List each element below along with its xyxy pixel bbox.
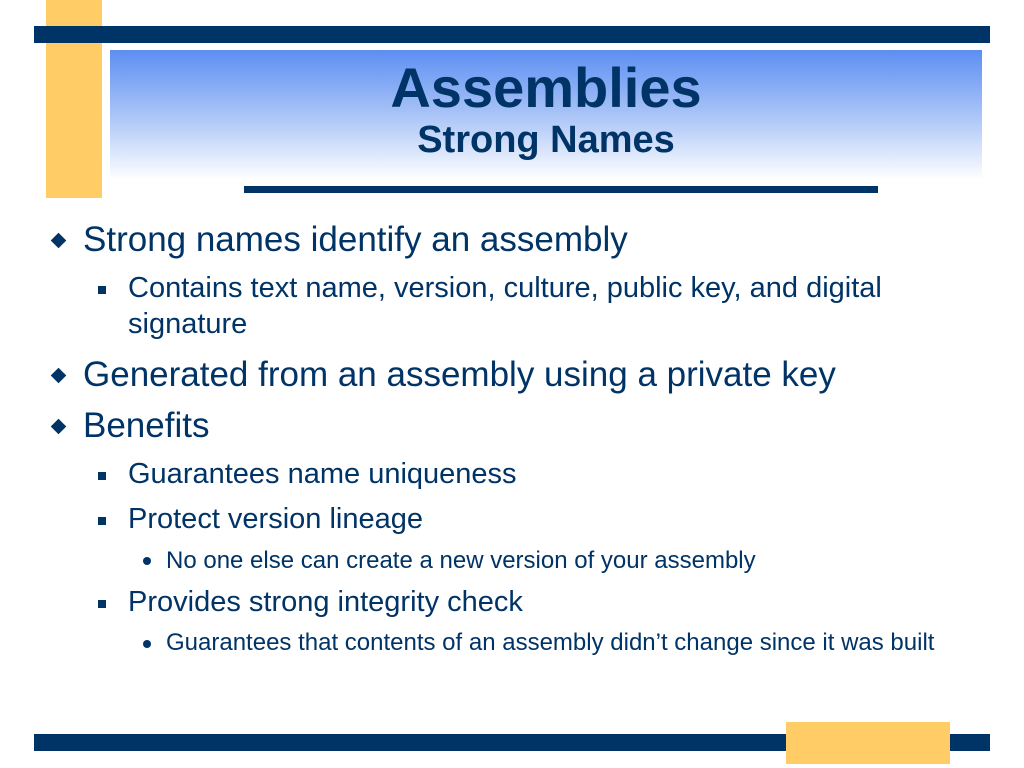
top-navy-bar — [34, 26, 990, 43]
list-item: Contains text name, version, culture, public key, and digital signature — [128, 272, 882, 340]
list-item: No one else can create a new version of your assembly — [166, 547, 756, 574]
slide-subtitle: Strong Names — [417, 119, 675, 161]
list-item: Strong names identify an assembly — [83, 220, 628, 259]
list-item: Protect version lineage — [128, 503, 423, 535]
yellow-accent-bottom — [786, 722, 950, 764]
title-underline — [244, 186, 878, 193]
square-bullet-icon — [98, 286, 106, 294]
square-bullet-icon — [98, 472, 106, 480]
diamond-bullet-icon — [51, 368, 67, 384]
dot-bullet-icon — [143, 640, 151, 648]
square-bullet-icon — [98, 600, 106, 608]
list-item: Guarantees that contents of an assembly didn’t change since it was built — [166, 629, 935, 656]
diamond-bullet-icon — [51, 233, 67, 249]
slide-title: Assemblies — [390, 56, 702, 119]
dot-bullet-icon — [143, 557, 151, 565]
list-item: Benefits — [83, 406, 210, 445]
list-item: Generated from an assembly using a private key — [83, 355, 836, 394]
diamond-bullet-icon — [51, 419, 67, 435]
list-item: Guarantees name uniqueness — [128, 458, 517, 490]
list-item: Provides strong integrity check — [128, 586, 523, 618]
square-bullet-icon — [98, 517, 106, 525]
title-block — [110, 56, 982, 160]
